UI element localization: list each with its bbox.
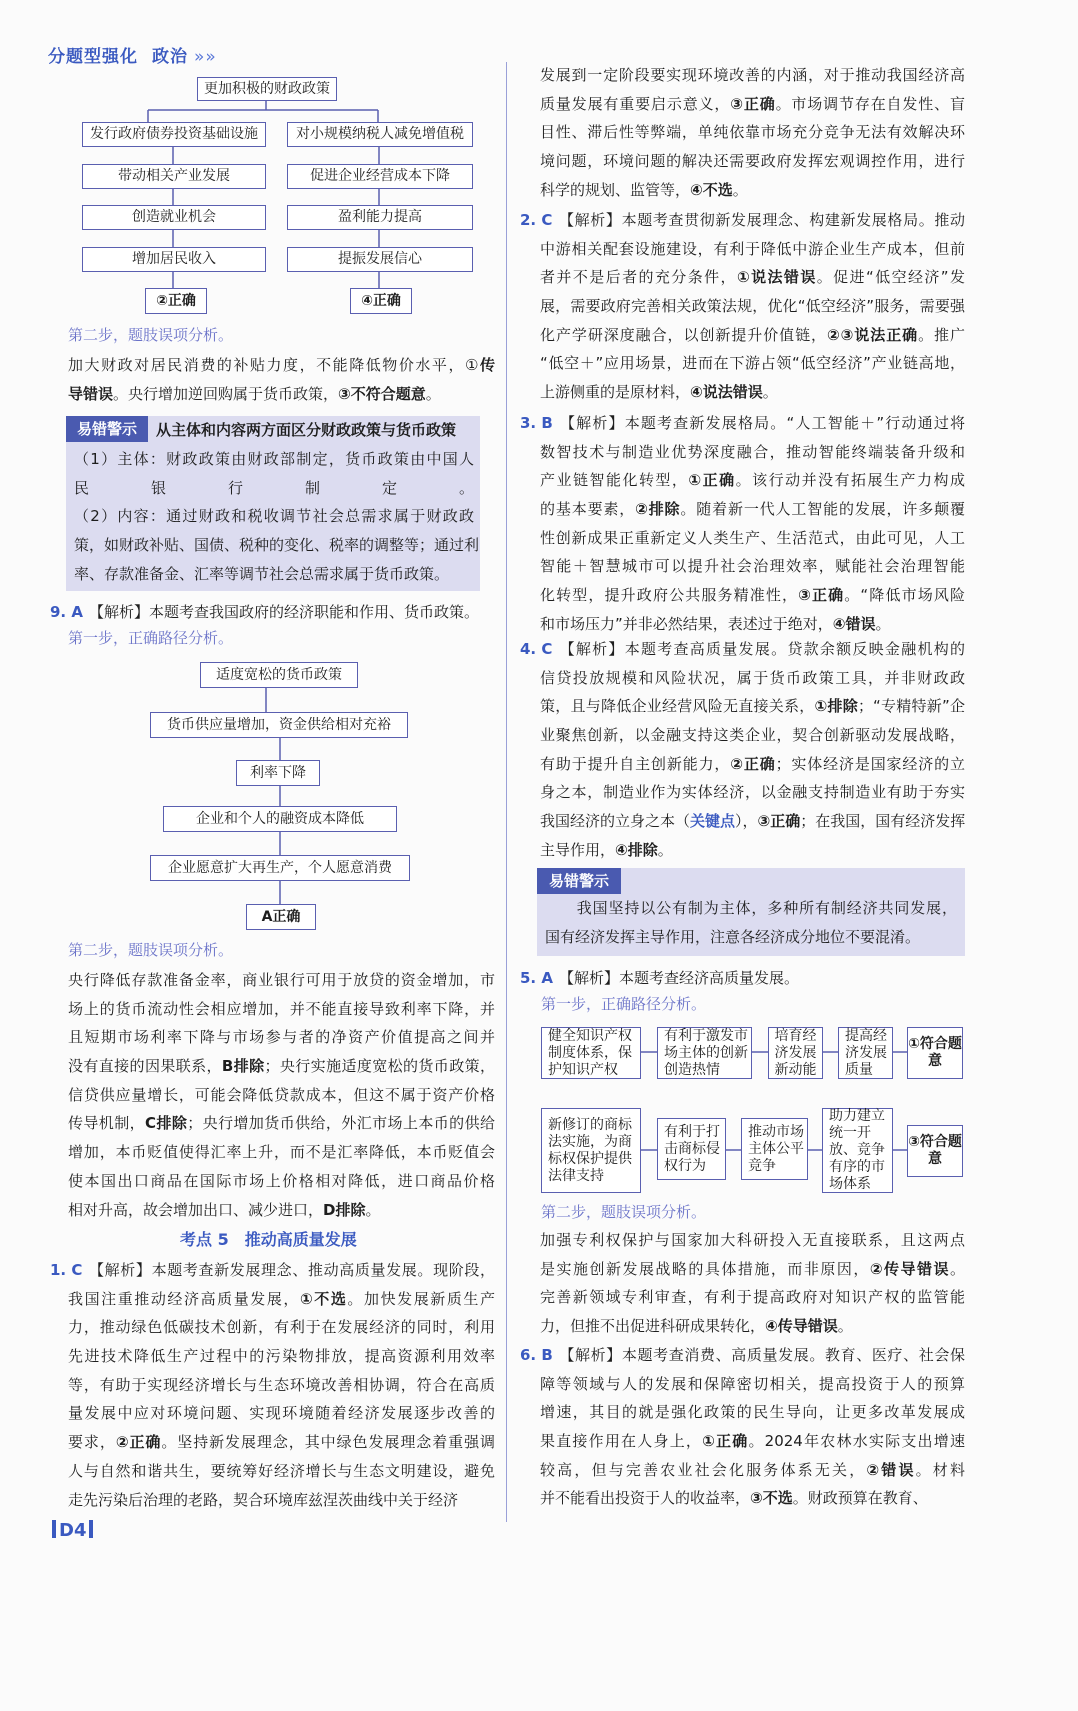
answer-label: 6. B <box>520 1346 553 1364</box>
text-line <box>540 750 965 779</box>
text-line <box>540 466 965 495</box>
text-line <box>540 118 965 147</box>
flow-box-left-3: 创造就业机会 <box>82 205 266 230</box>
text-line <box>540 263 965 292</box>
key-point-note: 关键点 <box>690 812 736 831</box>
text-line <box>540 1398 965 1427</box>
answer-label: 5. A <box>520 969 553 987</box>
text-segment: ；央行增加货币供给，外汇市场上本币的供给 <box>187 1114 495 1133</box>
flow-box: 企业和个人的融资成本降低 <box>163 806 397 832</box>
text-line <box>540 378 965 407</box>
bold-verdict: ④说法错误 <box>690 383 763 402</box>
bold-verdict: D排除 <box>323 1200 366 1219</box>
flow-box: 有利于激发市场主体的创新创造热情 <box>657 1027 752 1079</box>
flow-box: 利率下降 <box>236 760 320 786</box>
text-line <box>540 552 965 581</box>
flow-result-left: ②正确 <box>145 288 207 314</box>
bold-verdict: ④传导错误 <box>765 1317 838 1336</box>
text-line <box>520 1341 965 1370</box>
text-segment: 化产学研深度融合，以创新提升价值链， <box>540 325 828 344</box>
bold-verdict: ③正确 <box>730 94 776 113</box>
text-line <box>68 1167 495 1196</box>
text-line <box>540 1427 965 1456</box>
text-segment: 加强专利权保护与国家加大科研投入无直接联系，且这两点 <box>540 1231 965 1249</box>
answer-label: 9. A <box>50 603 83 621</box>
bold-verdict: ②错误 <box>866 1460 916 1479</box>
bold-verdict: ③不符合题意 <box>338 384 426 403</box>
text-line <box>68 1371 495 1400</box>
text-line <box>540 524 965 553</box>
text-line <box>74 531 480 560</box>
text-line <box>520 964 965 993</box>
step-label: 第二步，题肢误项分析。 <box>541 1203 707 1221</box>
text-line <box>50 598 495 627</box>
flow-box-left-1: 发行政府债券投资基础设施 <box>82 122 266 147</box>
text-segment: 【解析】本题考查消费、高质量发展。教育、医疗、社会保 <box>558 1346 965 1364</box>
text-line <box>68 1399 495 1428</box>
text-line <box>68 1428 495 1457</box>
page-number: D4 <box>52 1520 93 1541</box>
text-segment: 策，如财政补贴、国债、税种的变化、税率的调整等；通过利 <box>74 536 480 555</box>
flow-box-left-4: 增加居民收入 <box>82 247 266 272</box>
text-segment: 中游相关配套设施建设，有利于降低中游企业生产成本，但前 <box>540 239 965 258</box>
text-segment: 。央行增加逆回购属于货币政策， <box>113 384 339 403</box>
flow-box: 提高经济发展质量 <box>838 1027 893 1079</box>
flow-box: 适度宽松的货币政策 <box>200 662 358 688</box>
analysis-paragraph <box>68 966 495 1224</box>
text-segment: ；央行实施适度宽松的货币政策， <box>264 1057 495 1076</box>
warning-text <box>74 445 480 588</box>
text-segment: 信贷投放规模和风险状况，属于货币政策工具，并非财政政 <box>540 668 965 687</box>
text-segment: 的基本要素， <box>540 500 636 519</box>
flow-box: 培育经济发展新动能 <box>768 1027 823 1079</box>
text-line <box>68 1486 495 1515</box>
text-line <box>74 560 474 589</box>
text-line <box>540 90 965 119</box>
bold-verdict: ②排除 <box>635 500 681 519</box>
bold-verdict: ③正确 <box>798 586 845 605</box>
bold-verdict: ②③说法正确 <box>827 325 919 344</box>
text-line <box>520 409 965 438</box>
text-line <box>68 1196 495 1225</box>
text-line <box>540 1312 965 1341</box>
text-segment: 并不能看出投资于人的收益率， <box>540 1489 751 1508</box>
text-line <box>68 1023 495 1052</box>
step-label: 第二步，题肢误项分析。 <box>68 326 234 344</box>
text-line <box>68 380 495 409</box>
text-line <box>74 502 474 531</box>
bold-verdict: ②传导错误 <box>869 1259 950 1278</box>
text-line <box>540 438 965 467</box>
flow-box: 货币供应量增加，资金供给相对充裕 <box>150 712 408 738</box>
text-segment: ；“专精特新”企 <box>857 697 965 716</box>
text-line <box>50 1256 495 1285</box>
text-segment: 增速，其目的就是强化政策的民生导向，让更多改革发展成 <box>540 1403 965 1422</box>
text-line <box>520 206 965 235</box>
flow-box-left-2: 带动相关产业发展 <box>82 164 266 189</box>
text-segment: 。材料 <box>915 1460 965 1479</box>
text-segment: “低空＋”应用场景，进而在下游占领“低空经济”产业链高地， <box>540 354 965 373</box>
text-segment: 。坚持新发展理念，其中绿色发展理念着重强调 <box>161 1433 495 1452</box>
text-segment: 。 <box>949 1259 965 1278</box>
text-segment: 性创新成果正重新定义人类生产、生活范式，由此可见，人工 <box>540 528 965 547</box>
text-line <box>545 923 957 952</box>
text-segment: 【解析】本题考查经济高质量发展。 <box>558 969 799 987</box>
bold-verdict: ②正确 <box>115 1433 162 1452</box>
bold-verdict: ①说法错误 <box>736 268 817 287</box>
analysis-paragraph <box>68 351 495 408</box>
text-segment: 数智技术与制造业优势深度融合，推动智能终端装备升级和 <box>540 442 965 461</box>
step-label: 第一步，正确路径分析。 <box>541 995 707 1013</box>
text-line <box>540 1255 965 1284</box>
text-segment: 障等领域与人的发展和保障密切相关，提高投资于人的预算 <box>540 1374 965 1393</box>
warning-box <box>537 868 965 956</box>
text-line <box>540 721 965 750</box>
text-segment: 。“降低市场风险 <box>844 586 965 605</box>
text-segment: 。市场调节存在自发性、盲 <box>775 94 965 113</box>
text-line <box>74 445 474 474</box>
answer-label: 4. C <box>520 640 553 658</box>
text-line <box>540 235 965 264</box>
text-segment: 我国注重推动经济高质量发展， <box>68 1289 300 1308</box>
text-segment: 上游侧重的是原材料， <box>540 383 691 402</box>
text-segment: 较高，但与完善农业社会化服务体系无关， <box>540 1460 867 1479</box>
text-segment: 身之本，制造业作为实体经济，以金融支持制造业有助于夯实 <box>540 783 965 802</box>
text-line <box>540 147 965 176</box>
text-line <box>68 1285 495 1314</box>
text-segment: 国有经济发挥主导作用，注意各经济成分地位不要混淆。 <box>545 927 921 946</box>
text-line <box>540 778 965 807</box>
text-line <box>540 1370 965 1399</box>
text-line <box>68 1313 495 1342</box>
text-line <box>68 351 495 380</box>
text-segment: 果直接作用在人身上， <box>540 1432 703 1451</box>
flow-result-right: ④正确 <box>350 288 412 314</box>
text-line <box>540 1283 965 1312</box>
flow-box: 推动市场主体公平竞争 <box>741 1118 808 1180</box>
text-line <box>540 61 965 90</box>
flow-box: 助力建立统一开放、竞争有序的市场体系 <box>822 1108 893 1193</box>
flow-box: 企业愿意扩大再生产，个人愿意消费 <box>150 855 410 881</box>
step-label: 第一步，正确路径分析。 <box>68 629 234 647</box>
flow-box: 新修订的商标法实施，为商标权保护提供法律支持 <box>541 1108 641 1193</box>
step-label: 第二步，题肢误项分析。 <box>68 941 234 959</box>
text-segment: ；在我国，国有经济发挥 <box>800 812 966 831</box>
text-segment: 境问题，环境问题的解决还需要政府发挥宏观调控作用，进行 <box>540 152 965 171</box>
text-segment: 。促进“低空经济”发 <box>816 268 965 287</box>
text-line <box>74 474 474 503</box>
bold-verdict: ③正确 <box>757 812 801 831</box>
bold-verdict: C排除 <box>145 1114 188 1133</box>
text-line <box>68 1138 495 1167</box>
text-segment: 力，但推不出促进科研成果转化， <box>540 1317 766 1336</box>
text-segment: 相对升高，故会增加出口、减少进口， <box>68 1200 324 1219</box>
flow-box: 健全知识产权制度体系，保护知识产权 <box>541 1027 641 1079</box>
text-segment: 发展到一定阶段要实现环境改善的内涵，对于推动我国经济高 <box>540 66 965 84</box>
text-line <box>540 495 965 524</box>
bold-verdict: ④错误 <box>832 614 876 633</box>
text-segment: 走先污染后治理的老路，契合环境库兹涅茨曲线中关于经济 <box>68 1490 459 1509</box>
text-segment: 。该行动并没有拓展生产力构成 <box>735 471 965 490</box>
text-line <box>540 1484 965 1513</box>
flow-box-right-2: 促进企业经营成本下降 <box>287 164 473 189</box>
text-line <box>68 1109 495 1138</box>
answer-label: 1. C <box>50 1261 83 1279</box>
bold-verdict: ④不选 <box>690 180 733 199</box>
text-segment: 且短期市场利率下降与市场参与者的净资产价值提高之间并 <box>68 1028 495 1047</box>
warning-text <box>545 894 957 951</box>
text-segment: 等，有助于实现经济增长与生态环境改善相协调，符合在高质 <box>68 1375 495 1394</box>
text-segment: 。加快发展新质生产 <box>347 1289 495 1308</box>
warning-title: 从主体和内容两方面区分财政政策与货币政策 <box>156 421 457 439</box>
flow-box-right-4: 提振发展信心 <box>287 247 473 272</box>
text-segment: 。2024年农林水实际支出增速 <box>748 1432 965 1451</box>
answer-3 <box>520 409 965 639</box>
bold-verdict: 导错误 <box>68 384 114 403</box>
section-heading: 考点 5 推动高质量发展 <box>180 1230 357 1249</box>
flow-box: 有利于打击商标侵权行为 <box>657 1118 726 1180</box>
text-segment: 智能＋智慧城市可以提升社会治理效率，赋能社会治理智能 <box>540 557 965 576</box>
text-segment: 要求， <box>68 1433 116 1452</box>
warning-box <box>66 416 480 591</box>
text-segment: 力，推动绿色低碳技术创新，有利于在发展经济的同时，利用 <box>68 1318 495 1337</box>
text-segment: 先进技术降低生产过程中的污染物排放，提高资源利用效率 <box>68 1347 495 1366</box>
text-line <box>68 1342 495 1371</box>
answer-9 <box>50 598 495 627</box>
text-segment: 业聚焦创新，以金融支持这类企业，契合创新驱动发展战略， <box>540 726 965 745</box>
text-line <box>68 1052 495 1081</box>
text-segment: 科学的规划、监管等， <box>540 180 691 199</box>
bold-verdict: ①不选 <box>300 1289 348 1308</box>
flow-result: ①符合题意 <box>907 1027 963 1079</box>
text-segment: 和市场压力”并非必然结果，表述过于绝对， <box>540 614 833 633</box>
text-line <box>540 581 965 610</box>
text-segment: 人与自然和谐共生，要统筹好经济增长与生态文明建设，避免 <box>68 1461 495 1480</box>
text-segment: ）， <box>735 812 758 831</box>
text-segment: 化转型，提升政府公共服务精准性， <box>540 586 799 605</box>
text-segment: 产业链智能化转型， <box>540 471 689 490</box>
bold-verdict: ①正确 <box>688 471 736 490</box>
answer-1 <box>50 1256 495 1514</box>
text-segment: 有助于提升自主创新能力， <box>540 754 731 773</box>
text-segment: 。 <box>425 384 441 403</box>
bold-verdict: ④排除 <box>615 840 658 859</box>
text-line <box>68 995 495 1024</box>
text-line <box>540 321 965 350</box>
flow-result: ③符合题意 <box>907 1125 963 1177</box>
text-segment: （1）主体：财政政策由财政部制定，货币政策由中国人 <box>74 450 474 468</box>
text-segment: 民银行制定。 <box>74 478 474 497</box>
text-segment: 央行降低存款准备金率，商业银行可用于放贷的资金增加，市 <box>68 971 495 989</box>
text-segment: 量发展中应对环境问题、实现环境随着经济发展逐步改善的 <box>68 1404 495 1423</box>
text-line <box>540 664 965 693</box>
text-segment: 率、存款准备金、汇率等调节社会总需求属于货币政策。 <box>74 564 450 583</box>
series-title: 分题型强化 <box>48 47 138 67</box>
bold-verdict: 传 <box>479 356 495 374</box>
text-segment: 展，需要政府完善相关政策法规，优化“低空经济”服务，需要强 <box>540 297 965 316</box>
answer-2 <box>520 206 965 407</box>
bold-verdict: ①正确 <box>702 1432 749 1451</box>
answer-5 <box>520 964 965 993</box>
bold-verdict: ①排除 <box>814 697 858 716</box>
bold-verdict: B排除 <box>221 1057 265 1076</box>
bold-verdict: ②正确 <box>730 754 776 773</box>
text-line <box>540 1226 965 1255</box>
chevron-right-icon: »» <box>194 47 217 67</box>
text-line <box>540 1456 965 1485</box>
text-line <box>68 1081 495 1110</box>
text-segment: 没有直接的因果联系， <box>68 1057 222 1076</box>
text-segment: 。 <box>875 614 891 633</box>
text-segment: 我国坚持以公有制为主体，多种所有制经济共同发展， <box>545 899 957 917</box>
text-segment: 主导作用， <box>540 840 616 859</box>
flow-result: A正确 <box>246 904 316 930</box>
text-segment: 。 <box>837 1317 853 1336</box>
bold-verdict: ③不选 <box>750 1489 793 1508</box>
text-segment: 增加，本币贬值使得汇率上升，而不是汇率降低，本币贬值会 <box>68 1143 495 1162</box>
text-segment: 。 <box>732 180 748 199</box>
text-line <box>545 894 957 923</box>
text-line <box>520 635 965 664</box>
text-segment: 场上的货币流动性会相应增加，并不能直接导致利率下降，并 <box>68 999 495 1018</box>
subject-title: 政治 <box>152 47 188 67</box>
text-segment: 我国经济的立身之本（ <box>540 812 691 831</box>
text-line <box>540 836 965 865</box>
text-segment: 。 <box>365 1200 381 1219</box>
text-segment: 传导机制， <box>68 1114 146 1133</box>
text-segment: 使本国出口商品在国际市场上价格相对降低，进口商品价格 <box>68 1171 495 1190</box>
text-segment: （2）内容：通过财政和税收调节社会总需求属于财政政 <box>74 507 474 526</box>
flow-box-right-3: 盈利能力提高 <box>287 205 473 230</box>
text-segment: 者并不是后者的充分条件， <box>540 268 737 287</box>
text-segment: 加大财政对居民消费的补贴力度，不能降低物价水平，① <box>68 356 480 374</box>
text-line <box>540 349 965 378</box>
text-segment: 。财政预算在教育、 <box>792 1489 928 1508</box>
answer-label: 2. C <box>520 211 553 229</box>
text-line <box>540 176 965 205</box>
answer-1-continued <box>540 61 965 204</box>
text-segment: 。 <box>762 383 778 402</box>
warning-tag: 易错警示 <box>66 416 148 442</box>
text-line <box>68 1457 495 1486</box>
flow-box-right-1: 对小规模纳税人减免增值税 <box>287 122 473 147</box>
text-segment: 【解析】本题考查高质量发展。贷款余额反映金融机构的 <box>558 640 965 658</box>
analysis-paragraph <box>540 1226 965 1341</box>
flow-box-top: 更加积极的财政政策 <box>197 77 337 101</box>
warning-tag: 易错警示 <box>537 868 621 894</box>
answer-6 <box>520 1341 965 1513</box>
text-line <box>68 966 495 995</box>
text-segment: 信贷供应量增长，可能会降低贷款成本，但这不属于资产价格 <box>68 1085 495 1104</box>
text-segment: ；实体经济是国家经济的立 <box>775 754 965 773</box>
text-segment: 【解析】本题考查贯彻新发展理念、构建新发展格局。推动 <box>558 211 965 229</box>
text-line <box>540 807 965 836</box>
text-segment: 。推广 <box>918 325 965 344</box>
text-segment: 目性、滞后性等弊端，单纯依靠市场充分竞争无法有效解决环 <box>540 123 965 142</box>
text-segment: 【解析】本题考查我国政府的经济职能和作用、货币政策。 <box>88 603 479 621</box>
text-segment: 。随着新一代人工智能的发展，许多颠覆 <box>680 500 965 519</box>
text-segment: 【解析】本题考查新发展理念、推动高质量发展。现阶段， <box>88 1261 495 1279</box>
text-line <box>540 692 965 721</box>
text-line <box>540 292 965 321</box>
text-segment: 。 <box>657 840 673 859</box>
text-segment: 质量发展有重要启示意义， <box>540 94 731 113</box>
text-segment: 【解析】本题考查新发展格局。“人工智能＋”行动通过将 <box>558 414 965 432</box>
text-segment: 策，且与降低企业经营风险无直接关系， <box>540 697 815 716</box>
answer-label: 3. B <box>520 414 553 432</box>
answer-4 <box>520 635 966 865</box>
text-segment: 是实施创新发展战略的具体措施，而非原因， <box>540 1259 870 1278</box>
text-segment: 完善新领域专利审查，有利于提高政府对知识产权的监管能 <box>540 1288 965 1307</box>
